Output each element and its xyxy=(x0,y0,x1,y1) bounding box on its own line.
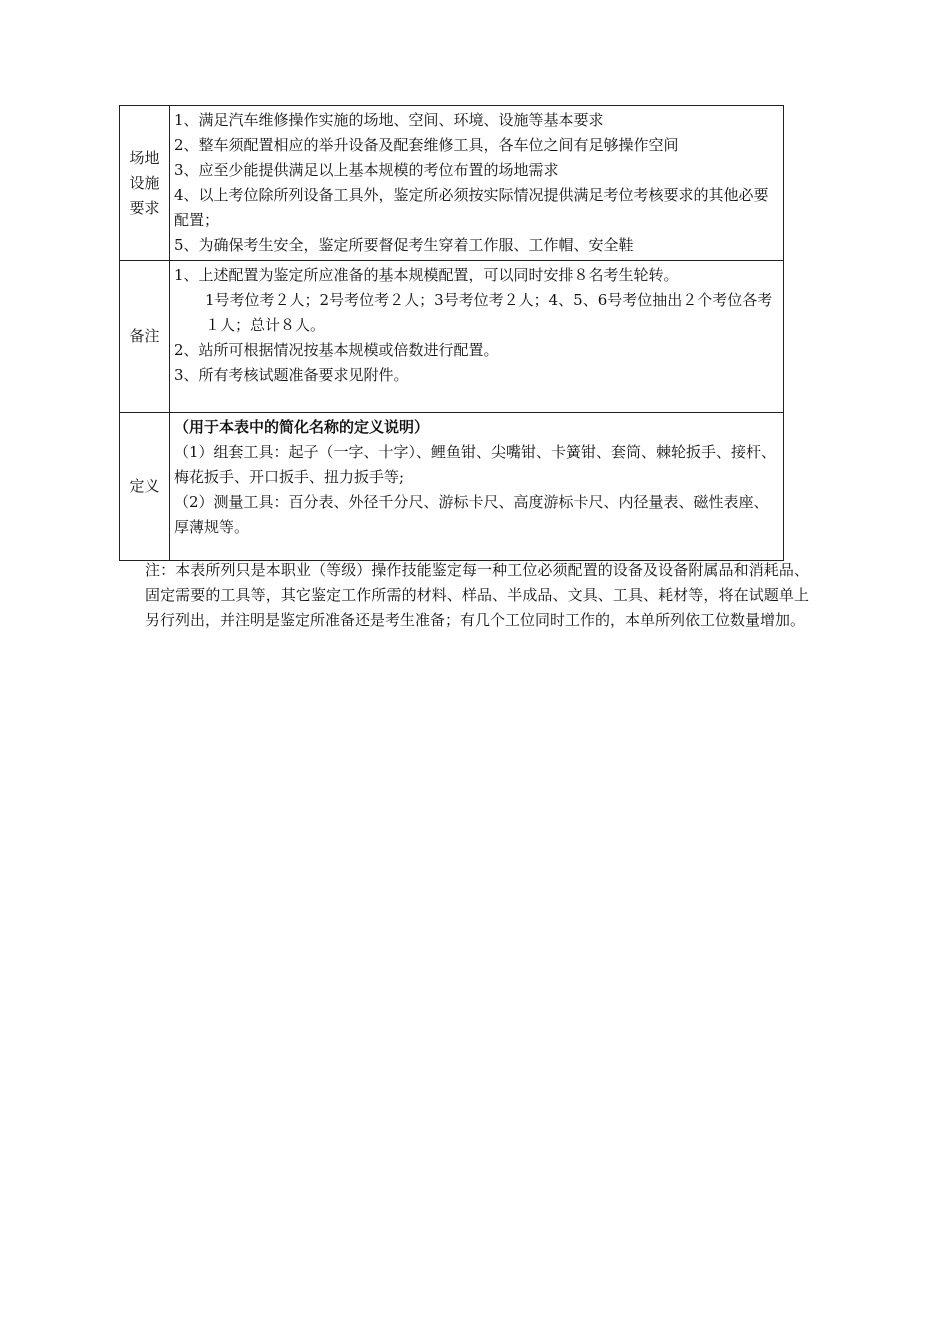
site-item: 3、应至少能提供满足以上基本规模的考位布置的场地需求 xyxy=(174,161,559,179)
remark-item: 3、所有考核试题准备要求见附件。 xyxy=(174,366,409,384)
site-item: 5、为确保考生安全，鉴定所要督促考生穿着工作服、工作帽、安全鞋 xyxy=(174,236,634,254)
remark-content xyxy=(170,261,784,413)
table-row-remark xyxy=(120,261,784,413)
remark-item: 1号考位考２人；2号考位考２人；3号考位考２人；4、5、6号考位抽出２个考位各考１人；总计８人。 xyxy=(205,291,773,334)
site-item: 2、整车须配置相应的举升设备及配套维修工具，各车位之间有足够操作空间 xyxy=(174,136,679,154)
remark-item: 1、上述配置为鉴定所应准备的基本规模配置，可以同时安排８名考生轮转。 xyxy=(174,266,679,284)
site-content xyxy=(170,106,784,261)
table-row-site xyxy=(120,106,784,261)
definition-item: （1）组套工具：起子（一字、十字）、鲤鱼钳、尖嘴钳、卡簧钳、套筒、棘轮扳手、接杆、梅花扳手、开口扳手、扭力扳手等; xyxy=(174,443,777,486)
remark-item: 2、站所可根据情况按基本规模或倍数进行配置。 xyxy=(174,341,499,359)
site-label: 场地设施要求 xyxy=(120,106,170,261)
definition-content xyxy=(170,413,784,561)
footnote: 注：本表所列只是本职业（等级）操作技能鉴定每一种工位必须配置的设备及设备附属品和消耗品、固定需要的工具等，其它鉴定工作所需的材料、样品、半成品、文具、工具、耗材等，将在试题单上另行列出，并注明是鉴定所准备还是考生准备；有几个工位同时工作的，本单所列依工位数量增加。 xyxy=(145,561,809,629)
definition-label: 定义 xyxy=(120,413,170,561)
site-item: 1、满足汽车维修操作实施的场地、空间、环境、设施等基本要求 xyxy=(174,111,604,129)
table-row-definition xyxy=(120,413,784,561)
requirements-table xyxy=(119,105,784,561)
site-item: 4、以上考位除所列设备工具外，鉴定所必须按实际情况提供满足考位考核要求的其他必要配置； xyxy=(174,186,769,229)
definition-heading: （用于本表中的简化名称的定义说明） xyxy=(174,418,430,436)
definition-item: （2）测量工具：百分表、外径千分尺、游标卡尺、高度游标卡尺、内径量表、磁性表座、厚薄规等。 xyxy=(174,493,769,536)
remark-label: 备注 xyxy=(120,261,170,413)
